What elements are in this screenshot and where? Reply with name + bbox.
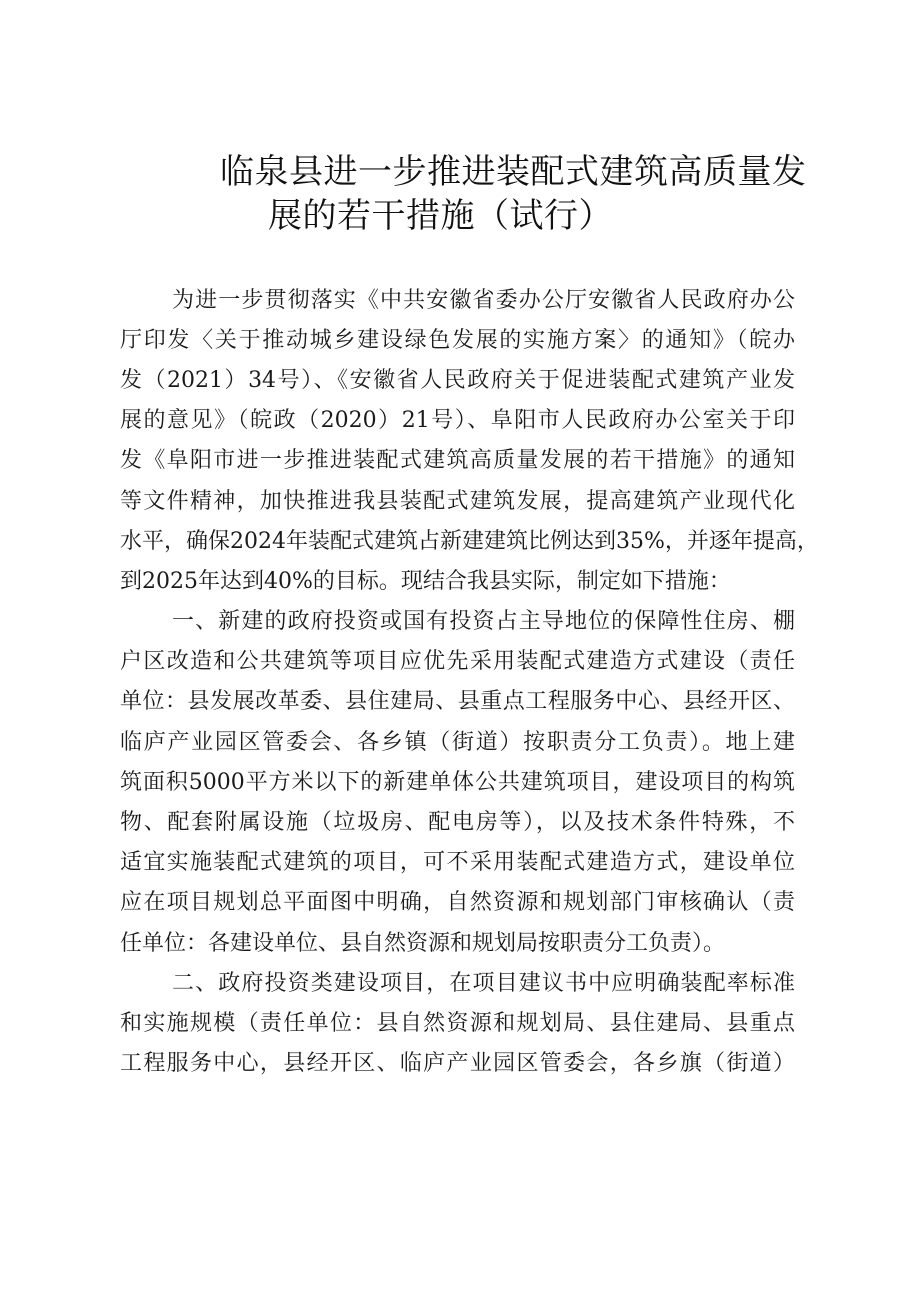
body-line: 二、政府投资类建设项目，在项目建议书中应明确装配率标准 xyxy=(172,971,795,996)
body-line: 为进一步贯彻落实《中共安徽省委办公厅安徽省人民政府办公 xyxy=(172,288,795,313)
body-line: 任单位：各建设单位、县自然资源和规划局按职责分工负责）。 xyxy=(120,931,726,956)
body-line: 应在项目规划总平面图中明确，自然资源和规划部门审核确认（责 xyxy=(120,890,795,915)
body-line: 户区改造和公共建筑等项目应优先采用装配式建造方式建设（责任 xyxy=(120,649,795,674)
body-line: 适宜实施装配式建筑的项目，可不采用装配式建造方式，建设单位 xyxy=(120,850,795,875)
document-title-line-1: 临泉县进一步推进装配式建筑高质量发 xyxy=(220,152,807,192)
body-line: 发《阜阳市进一步推进装配式建筑高质量发展的若干措施》的通知 xyxy=(120,448,795,473)
document-title-line-2: 展的若干措施（试行） xyxy=(268,196,613,236)
body-line: 水平，确保2024年装配式建筑占新建建筑比例达到35%，并逐年提高， xyxy=(120,529,819,554)
body-line: 展的意见》（皖政（2020）21号）、阜阳市人民政府办公室关于印 xyxy=(120,408,796,433)
body-line: 临庐产业园区管委会、各乡镇（街道）按职责分工负责）。地上建 xyxy=(120,730,795,755)
body-line: 单位：县发展改革委、县住建局、县重点工程服务中心、县经开区、 xyxy=(120,689,795,714)
body-line: 到2025年达到40%的目标。现结合我县实际，制定如下措施： xyxy=(120,569,731,594)
body-line: 发（2021）34号）、《安徽省人民政府关于促进装配式建筑产业发 xyxy=(120,368,795,393)
body-line: 厅印发〈关于推动城乡建设绿色发展的实施方案〉的通知》（皖办 xyxy=(120,328,795,353)
body-line: 一、新建的政府投资或国有投资占主导地位的保障性住房、棚 xyxy=(172,609,795,634)
body-line: 和实施规模（责任单位：县自然资源和规划局、县住建局、县重点 xyxy=(120,1011,795,1036)
body-line: 工程服务中心，县经开区、临庐产业园区管委会，各乡旗（街道） xyxy=(120,1051,795,1076)
body-line: 等文件精神，加快推进我县装配式建筑发展，提高建筑产业现代化 xyxy=(120,489,795,514)
body-line: 物、配套附属设施（垃圾房、配电房等），以及技术条件特殊，不 xyxy=(120,810,795,835)
body-line: 筑面积5000平方米以下的新建单体公共建筑项目，建设项目的构筑 xyxy=(120,770,795,795)
